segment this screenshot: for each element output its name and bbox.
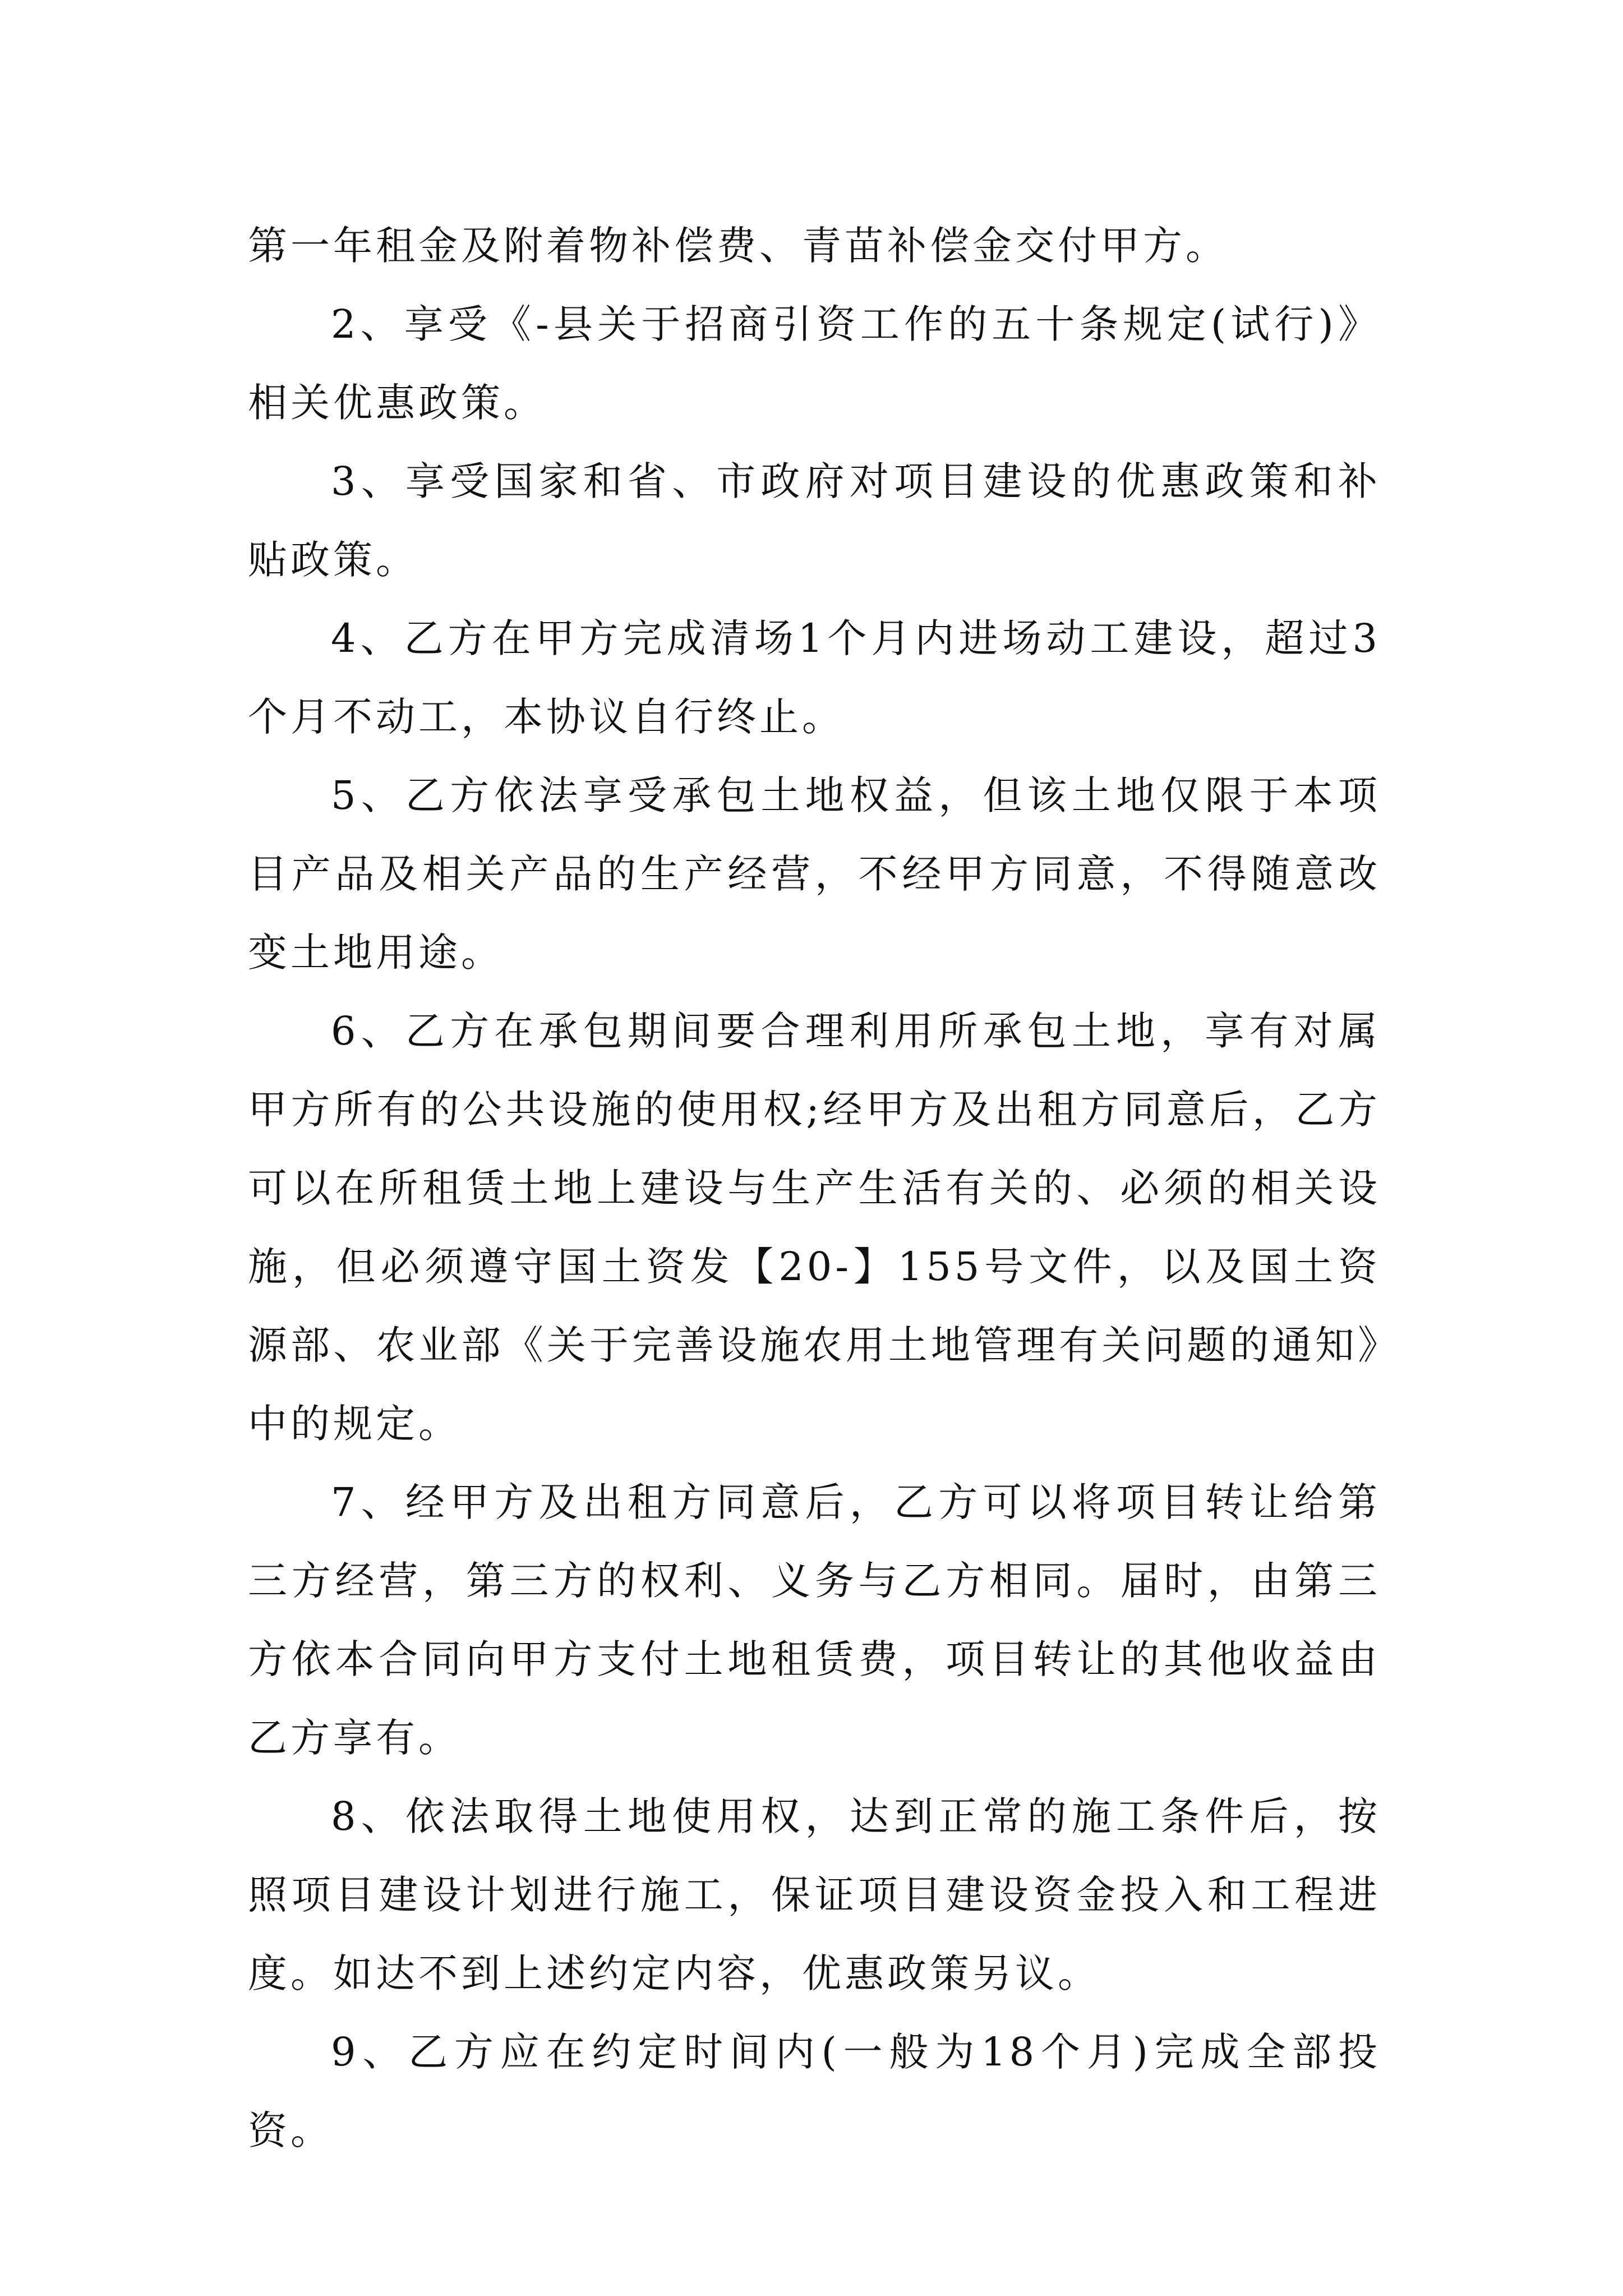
clause-3: 3、享受国家和省、市政府对项目建设的优惠政策和补贴政策。 <box>248 458 1381 583</box>
paragraph-continuation: 第一年租金及附着物补偿费、青苗补偿金交付甲方。 <box>248 223 1228 269</box>
document-body <box>248 206 1381 2170</box>
clause-4: 4、乙方在甲方完成清场1个月内进场动工建设，超过3个月不动工，本协议自行终止。 <box>248 615 1381 740</box>
clause-9: 9、乙方应在约定时间内(一般为18个月)完成全部投资。 <box>248 2029 1381 2154</box>
clause-7: 7、经甲方及出租方同意后，乙方可以将项目转让给第三方经营，第三方的权利、义务与乙方相同。届时，由第三方依本合同向甲方支付土地租赁费，项目转让的其他收益由乙方享有。 <box>248 1479 1381 1761</box>
clause-6: 6、乙方在承包期间要合理利用所承包土地，享有对属甲方所有的公共设施的使用权;经甲方及出租方同意后，乙方可以在所租赁土地上建设与生产生活有关的、必须的相关设施，但必须遵守国土资发【20-】155号文件，以及国土资源部、农业部《关于完善设施农用土地管理有关问题的通知》中的规定。 <box>248 1008 1381 1447</box>
clause-2: 2、享受《-县关于招商引资工作的五十条规定(试行)》相关优惠政策。 <box>248 301 1381 426</box>
clause-8: 8、依法取得土地使用权，达到正常的施工条件后，按照项目建设计划进行施工，保证项目建设资金投入和工程进度。如达不到上述约定内容，优惠政策另议。 <box>248 1793 1381 1996</box>
clause-5: 5、乙方依法享受承包土地权益，但该土地仅限于本项目产品及相关产品的生产经营，不经甲方同意，不得随意改变土地用途。 <box>248 772 1381 976</box>
